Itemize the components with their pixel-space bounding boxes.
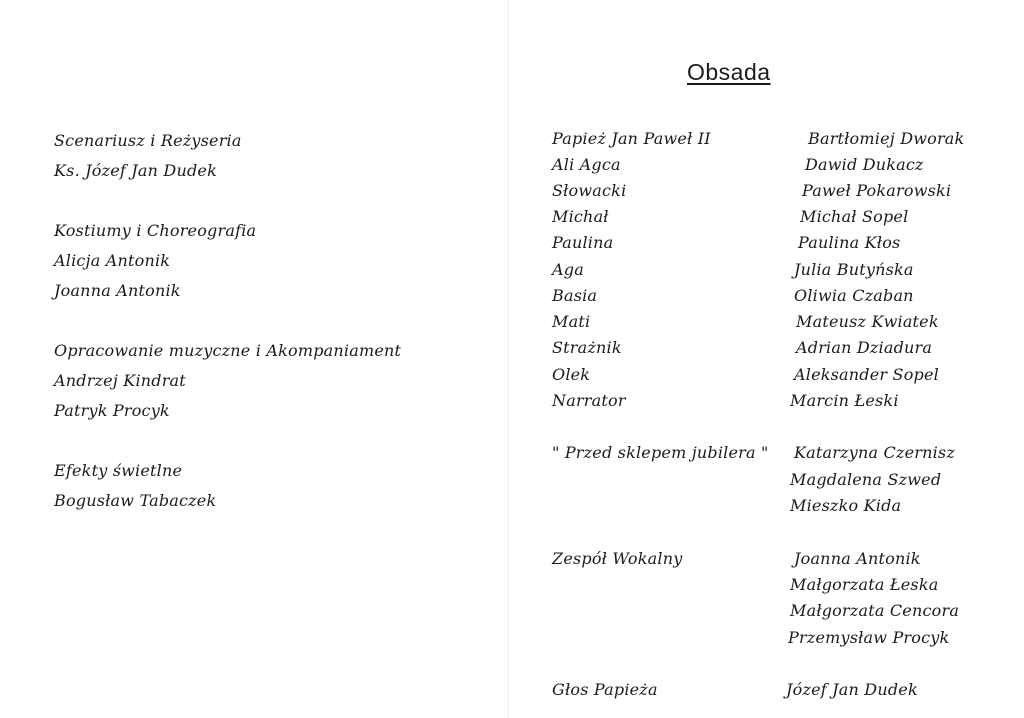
cast-actor: Dawid Dukacz	[805, 155, 924, 174]
cast-actor: Małgorzata Łeska	[790, 575, 939, 594]
cast-role: " Przed sklepem jubilera "	[552, 443, 769, 462]
credit-name: Ks. Józef Jan Dudek	[54, 161, 217, 180]
cast-actor: Mateusz Kwiatek	[796, 312, 939, 331]
credit-heading-music: Opracowanie muzyczne i Akompaniament	[54, 341, 402, 360]
cast-role: Paulina	[552, 233, 614, 252]
credit-name: Bogusław Tabaczek	[54, 491, 217, 510]
cast-actor: Magdalena Szwed	[790, 470, 942, 489]
cast-actor: Przemysław Procyk	[788, 628, 950, 647]
credit-heading-lighting: Efekty świetlne	[54, 461, 183, 480]
cast-role: Basia	[552, 286, 598, 305]
cast-actor: Bartłomiej Dworak	[808, 129, 965, 148]
cast-actor: Joanna Antonik	[794, 549, 921, 568]
cast-actor: Mieszko Kida	[790, 496, 902, 515]
credit-heading-costumes: Kostiumy i Choreografia	[54, 221, 257, 240]
cast-role: Słowacki	[552, 181, 627, 200]
cast-actor: Adrian Dziadura	[796, 338, 933, 357]
cast-title: Obsada	[687, 59, 771, 85]
page-fold	[508, 0, 509, 718]
cast-role: Olek	[552, 365, 591, 384]
cast-role: Mati	[552, 312, 591, 331]
cast-role: Strażnik	[552, 338, 622, 357]
cast-actor: Aleksander Sopel	[794, 365, 939, 384]
cast-role: Zespół Wokalny	[552, 549, 683, 568]
cast-role: Narrator	[552, 391, 626, 410]
credit-heading-direction: Scenariusz i Reżyseria	[54, 131, 242, 150]
cast-role: Ali Agca	[552, 155, 621, 174]
cast-role: Głos Papieża	[552, 680, 658, 699]
credit-name: Joanna Antonik	[54, 281, 181, 300]
cast-actor: Michał Sopel	[800, 207, 909, 226]
cast-actor: Oliwia Czaban	[794, 286, 914, 305]
cast-actor: Małgorzata Cencora	[790, 601, 960, 620]
cast-role: Michał	[552, 207, 609, 226]
credit-name: Patryk Procyk	[54, 401, 170, 420]
cast-actor: Marcin Łeski	[790, 391, 899, 410]
cast-actor: Julia Butyńska	[794, 260, 914, 279]
cast-actor: Paweł Pokarowski	[802, 181, 952, 200]
cast-actor: Józef Jan Dudek	[786, 680, 918, 699]
credit-name: Andrzej Kindrat	[54, 371, 186, 390]
cast-actor: Katarzyna Czernisz	[794, 443, 955, 462]
cast-role: Aga	[552, 260, 584, 279]
cast-role: Papież Jan Paweł II	[552, 129, 711, 148]
credit-name: Alicja Antonik	[54, 251, 171, 270]
cast-actor: Paulina Kłos	[798, 233, 901, 252]
